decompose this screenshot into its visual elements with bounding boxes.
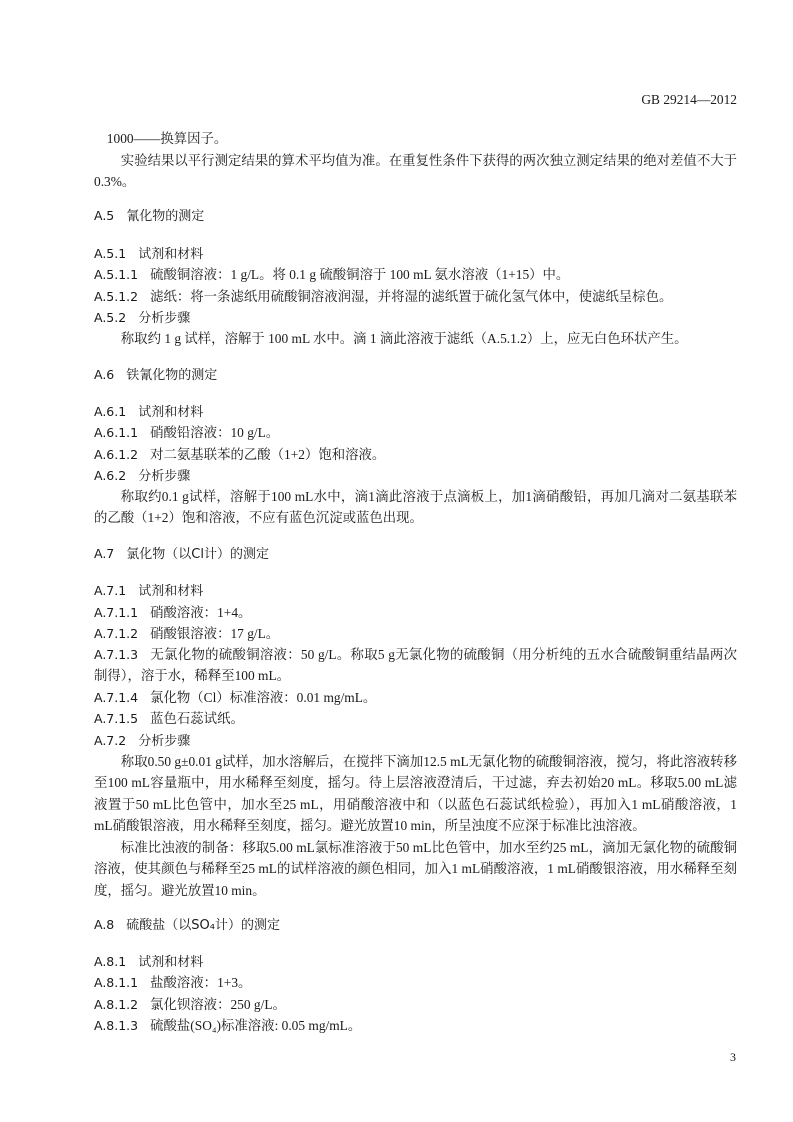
item-a8-1-2 <box>94 994 737 1015</box>
section-a5-heading <box>94 205 737 227</box>
section-title: 试剂和材料 <box>138 584 204 599</box>
section-title: 铁氰化物的测定 <box>126 368 218 383</box>
item-text: 硫酸盐(SO₄)标准溶液: 0.05 mg/mL。 <box>150 1018 362 1033</box>
subsection-a5-1-heading <box>94 243 737 265</box>
section-number: A.5.2 <box>94 310 127 325</box>
subsection-a7-1-heading <box>94 580 737 602</box>
section-number: A.6.2 <box>94 468 127 483</box>
subsection-a6-2-heading <box>94 465 737 487</box>
section-title: 氯化物（以Cl计）的测定 <box>126 547 269 562</box>
item-text: 氯化物（Cl）标准溶液：0.01 mg/mL。 <box>150 690 377 705</box>
item-number: A.6.1.1 <box>94 425 139 440</box>
procedure-paragraph: 称取约0.1 g试样，溶解于100 mL水中，滴1滴此溶液于点滴板上，加1滴硝酸铅，再加几滴对二氨基联苯的乙酸（1+2）饱和溶液，不应有蓝色沉淀或蓝色出现。 <box>94 489 737 526</box>
procedure-paragraph: 称取0.50 g±0.01 g试样，加水溶解后，在搅拌下滴加12.5 mL无氯化物的硫酸铜溶液，搅匀，将此溶液转移至100 mL容量瓶中，用水稀释至刻度，摇匀。待上层溶液澄清后，干过滤，弃去初始20 mL。移取5.00 mL滤液置于50 mL比色管中，加水至25 mL，用硝酸溶液中和（以蓝色石蕊试纸检验），再加入1 mL硝酸溶液，1 mL硝酸银溶液，用水稀释至刻度，摇匀。避光放置10 min，所呈浊度不应深于标准比浊溶液。 <box>94 754 737 834</box>
subsection-a6-1-heading <box>94 401 737 423</box>
item-text: 硝酸银溶液：17 g/L。 <box>150 626 280 641</box>
item-a7-1-5 <box>94 708 737 729</box>
standard-turbidity-paragraph: 标准比浊液的制备：移取5.00 mL氯标准溶液于50 mL比色管中，加水至约25 mL，滴加无氯化物的硫酸铜溶液，使其颜色与稀释至25 mL的试样溶液的颜色相同，加入1 mL硝酸溶液，1 mL硝酸银溶液，用水稀释至刻度，摇匀。避光放置10 min。 <box>94 840 737 898</box>
item-number: A.8.1.2 <box>94 997 139 1012</box>
item-text: 蓝色石蕊试纸。 <box>150 711 244 726</box>
section-number: A.6 <box>94 367 115 382</box>
section-title: 分析步骤 <box>138 311 191 326</box>
section-number: A.8.1 <box>94 954 127 969</box>
factor-line: 1000——换算因子。 <box>106 131 228 146</box>
section-title: 试剂和材料 <box>138 955 204 970</box>
section-title: 氰化物的测定 <box>126 209 205 224</box>
item-a7-1-3 <box>94 644 737 687</box>
item-a6-1-2 <box>94 444 737 465</box>
item-text: 氯化钡溶液：250 g/L。 <box>150 997 286 1012</box>
subsection-a7-2-heading <box>94 730 737 752</box>
section-a7-heading <box>94 543 737 565</box>
section-title: 分析步骤 <box>138 469 191 484</box>
subsection-a5-2-heading <box>94 307 737 329</box>
item-a7-1-2 <box>94 623 737 644</box>
item-a8-1-3 <box>94 1015 737 1036</box>
section-number: A.8 <box>94 917 115 932</box>
section-a6-heading <box>94 364 737 386</box>
item-number: A.7.1.1 <box>94 605 139 620</box>
item-text: 无氯化物的硫酸铜溶液：50 g/L。称取5 g无氯化物的硫酸铜（用分析纯的五水合硫酸铜重结晶两次制得），溶于水，稀释至100 mL。 <box>94 647 737 684</box>
item-number: A.5.1.1 <box>94 267 139 282</box>
item-a7-1-4 <box>94 687 737 708</box>
page-number: 3 <box>730 1050 736 1064</box>
item-number: A.7.1.2 <box>94 626 139 641</box>
section-title: 试剂和材料 <box>138 405 204 420</box>
section-number: A.6.1 <box>94 404 127 419</box>
item-number: A.7.1.5 <box>94 711 139 726</box>
item-a5-1-1 <box>94 264 737 285</box>
section-title: 分析步骤 <box>138 734 191 749</box>
item-number: A.7.1.4 <box>94 690 139 705</box>
item-a7-1-1 <box>94 602 737 623</box>
item-a8-1-1 <box>94 972 737 993</box>
section-number: A.5.1 <box>94 246 127 261</box>
section-title: 硫酸盐（以SO₄计）的测定 <box>126 918 280 933</box>
subsection-a8-1-heading <box>94 951 737 973</box>
item-text: 硝酸溶液：1+4。 <box>150 605 252 620</box>
section-number: A.7.2 <box>94 733 127 748</box>
item-text: 对二氨基联苯的乙酸（1+2）饱和溶液。 <box>150 447 386 462</box>
procedure-paragraph: 称取约 1 g 试样，溶解于 100 mL 水中。滴 1 滴此溶液于滤纸（A.5.1.2）上，应无白色环状产生。 <box>120 331 688 346</box>
item-a6-1-1 <box>94 422 737 443</box>
section-title: 试剂和材料 <box>138 247 204 262</box>
section-a8-heading <box>94 914 737 936</box>
item-number: A.7.1.3 <box>94 647 139 662</box>
item-text: 滤纸：将一条滤纸用硫酸铜溶液润湿，并将湿的滤纸置于硫化氢气体中，使滤纸呈棕色。 <box>150 289 673 304</box>
item-text: 硫酸铜溶液：1 g/L。将 0.1 g 硫酸铜溶于 100 mL 氨水溶液（1+15）中。 <box>150 267 570 282</box>
item-number: A.6.1.2 <box>94 447 139 462</box>
section-number: A.7.1 <box>94 583 127 598</box>
result-paragraph: 实验结果以平行测定结果的算术平均值为准。在重复性条件下获得的两次独立测定结果的绝对差值不大于 0.3%。 <box>94 153 737 190</box>
item-text: 硝酸铅溶液：10 g/L。 <box>150 425 280 440</box>
item-text: 盐酸溶液：1+3。 <box>150 975 252 990</box>
item-number: A.5.1.2 <box>94 289 139 304</box>
section-number: A.7 <box>94 546 115 561</box>
section-number: A.5 <box>94 208 115 223</box>
item-a5-1-2 <box>94 286 737 307</box>
item-number: A.8.1.1 <box>94 975 139 990</box>
standard-code: GB 29214—2012 <box>641 92 737 107</box>
item-number: A.8.1.3 <box>94 1018 139 1033</box>
